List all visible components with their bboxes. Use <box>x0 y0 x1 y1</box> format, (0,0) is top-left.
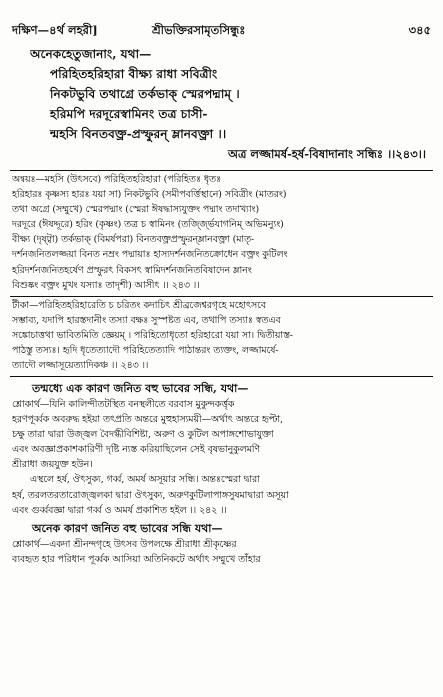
translation-line: চক্ষু তারা দ্বারা উজ্জ্বল বৈদগ্ধীবিশিষ্টা, অরুণ ও কুটিল অপাঙ্গশোভাযুক্তা <box>12 429 274 441</box>
tika-section <box>12 298 435 373</box>
section-heading: তন্মধ্যে এক কারণ জনিত বহু ভাবের সন্ধি, যথা— <box>32 382 249 395</box>
translation-line: ব্যবহৃত হার পরিধান পূর্ব্বক আসিয়া অতিনিকটে অর্থাৎ সম্মুখে তাঁহার <box>12 553 261 565</box>
anvaya-line: অন্বয়ঃ—মহসি (উৎসবে) পরিহিতহরিহারা (পরিহিতঃ ধৃতঃ <box>12 174 222 185</box>
translation-line: হরণপূর্ব্বক অবরুদ্ধ হইয়া তৎপ্রতি অন্তরে মুহুহাস্যময়ী—অর্থাৎ অন্তরে হৃপ্টা, <box>12 414 284 426</box>
tika-line: সঙ্কোচাত্তথা ভাবিতমিতি জ্ঞেয়ম্ । পরিহিতোধৃতো হরিহারো যয়া সা। দ্বিতীয়াস্ত- <box>12 330 293 342</box>
verse-line: ন্মহসি বিনতবক্ত্র-প্রস্ফুরন্ ম্লানবক্ত্রা ।। <box>50 127 227 141</box>
anvaya-section <box>12 172 435 293</box>
divider <box>10 170 433 171</box>
header-title: শ্রীভক্তিরসামৃতসিন্ধুঃ <box>152 23 246 37</box>
translation-line: এবং গুর্ব্ববজ্ঞা দ্বারা গর্ব্ব ও অমর্ষ প্রকাশিত হইল ।। ২৪২ ।। <box>12 504 227 516</box>
translation-line: হর্ষ, তরলতরতারোজ্জ্বলকা দ্বারা ঔৎসুক্য, অরুণকুটিলাপাঙ্গসুষমাদ্বারা অসূয়া <box>12 489 289 501</box>
running-header <box>12 22 431 40</box>
anvaya-line: বিশুষ্কং বক্ত্রং মুখং যস্যাঃ তাদৃশী) আসীৎ ।। ২৪৩ ।। <box>12 279 200 291</box>
section-heading: অনেক কারণ জনিত বহু ভাবের সন্ধি যথা— <box>32 521 223 535</box>
sanskrit-verse <box>30 44 433 164</box>
tika-line: সম্ভাব্য, যদাপি হারস্তদানীং তস্যা বক্ষঃ সুস্পষ্টত এব, তথাপি তস্যাঃ স্বতএব <box>12 315 281 327</box>
anvaya-line: দর্শনজনিতলজ্জয়া বিনত নম্রং পদ্মায়াঃ হাস্যদর্শনজনিতক্রোধেন বক্ত্রং কুটিলং <box>12 249 288 261</box>
anvaya-line: তথা অগ্রে (সম্মুখে) স্মেরপদ্মাং (স্মেরা ঈষদ্ধাস্যযুক্তং পদ্মাং তদাখ্যাং) <box>12 204 260 216</box>
anvaya-line: বীক্ষ্য (দৃষ্ট্বা) তর্কভাক্ (বিমর্ষপরা) বিনতবক্ত্রপ্রস্ফুরন্‌ম্লানবক্ত্রা (মাতৃ- <box>12 234 255 246</box>
tika-line: পাঠস্তু তস্যঃ। হৃদি ধৃতেত্যাদৌ পরিহিতেত্যাদি পাঠান্তরং ত্যক্তং, লজ্জামর্ষে- <box>12 345 279 357</box>
verse-line: হরিমপি দরদূরেস্বামিনং তত্র চাসী- <box>50 107 208 121</box>
anvaya-line: হরিহারঃ কৃষ্ণস্য হারঃ যয়া সা) নিকটভুবি (সমীপবর্ত্তিস্থানে) সবিত্রীং (মাতরং) <box>12 189 287 201</box>
divider <box>10 376 433 377</box>
verse-line: অনেকহেতুজানাং, যথা— <box>30 47 152 61</box>
translation-line: এস্থলে হর্ষ, ঔৎসুক্য, গর্ব্ব, অমর্ষ অসূয়ার সন্ধি। অন্তঃস্মেরা দ্বারা <box>30 474 260 486</box>
tika-line: টীকা—পরিহিতহরিহারেতি চ চরিতং কদাচিৎ শ্রীব্রজেশ্বরগৃহে মহোৎসবে <box>12 300 267 311</box>
translation-line: শ্লোকার্থ—যিনি কালিন্দীতটস্থিত বনস্থলীতে বরবাস মুকুন্দকর্ত্তৃক <box>12 399 235 410</box>
verse-note: অত্র লজ্জামর্ষ-হর্ষ-বিষাদানাং সন্ধিঃ ।।২৪৩।। <box>228 147 426 161</box>
translation-section <box>12 380 435 567</box>
header-chapter: দক্ষিণ—৪র্থ লহরী] <box>12 23 98 37</box>
verse-line: পরিহিতহরিহারা বীক্ষ্য রাধা সবিত্রীং <box>50 67 218 81</box>
translation-line: এবং অবজ্ঞাপ্রকাশকারিণী দৃষ্টি ন্যস্ত করিয়াছিলেন সেই বৃষভানুকুলমণি <box>12 444 261 456</box>
translation-line: শ্লোকার্থ—একদা শ্রীনন্দগৃহে উৎসব উপলক্ষে শ্রীরাধা শ্রীকৃষ্ণের <box>12 538 237 550</box>
anvaya-line: হরিদর্শনজনিতহর্ষেণ প্রস্ফুরৎ বিকসৎ স্বামিদর্শনজনিতবিষাদেন ম্লানং <box>12 264 252 276</box>
verse-line: নিকটভুবি তথাগ্রে তর্কভাক্ স্মেরপদ্মাম্ । <box>50 87 240 101</box>
divider <box>10 296 433 297</box>
page-number: ৩৪৫ <box>408 23 431 37</box>
translation-line: শ্রীরাধা জয়যুক্ত হউন। <box>12 459 93 471</box>
tika-line: ত্যাদৌ লজ্জাসূয়েত্যাদিকঞ্চ ।। ২৪৩ ।। <box>12 360 149 372</box>
anvaya-line: দরদূরে (ঈষদ্দূরে) হরিং (কৃষ্ণং) তত্র চ স্বামিনং (তর্জ্জ্ভিযাগনিম্ অভিমন্যুং) <box>12 219 284 231</box>
